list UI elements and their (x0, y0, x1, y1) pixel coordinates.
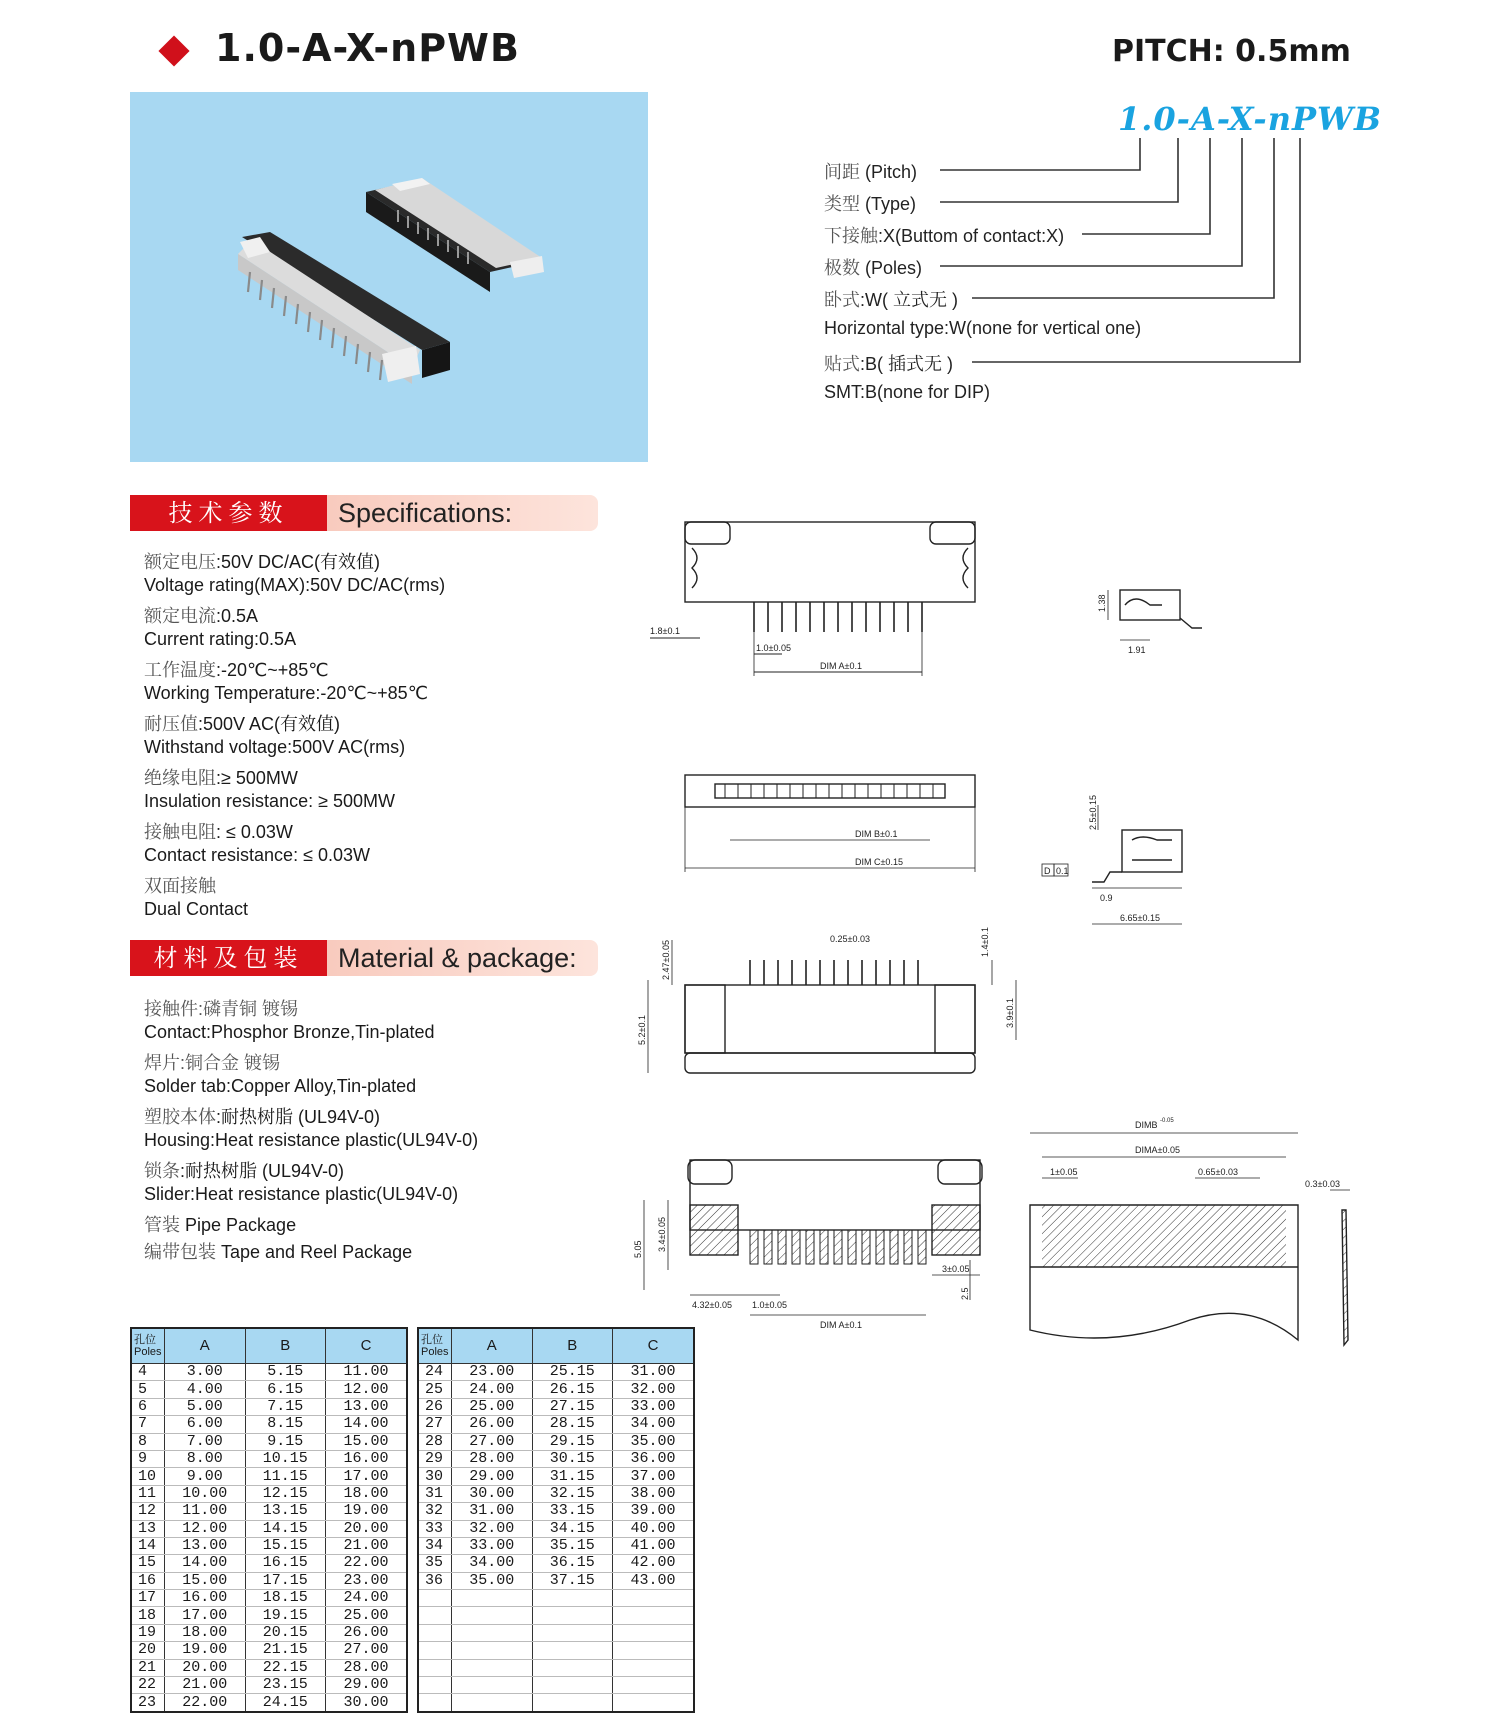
b-cell: 33.15 (532, 1503, 613, 1520)
b-cell: 7.15 (245, 1398, 326, 1415)
material-line: Housing:Heat resistance plastic(UL94V-0) (144, 1130, 479, 1150)
a-cell: 21.00 (165, 1677, 246, 1694)
spec-line: Working Temperature:-20℃~+85℃ (144, 683, 428, 703)
c-cell (613, 1607, 694, 1624)
c-cell: 26.00 (326, 1624, 407, 1641)
a-cell: 24.00 (452, 1381, 533, 1398)
dim-label: 1.4±0.1 (980, 927, 990, 957)
dim-label: 2.47±0.05 (661, 940, 671, 980)
c-cell: 14.00 (326, 1416, 407, 1433)
c-cell: 24.00 (326, 1590, 407, 1607)
dim-label: 1.0±0.05 (752, 1300, 787, 1310)
table-row (131, 1642, 407, 1659)
poles-cell: 22 (131, 1677, 165, 1694)
poles-cell: 23 (131, 1694, 165, 1712)
table-row (418, 1642, 694, 1659)
material-line: 接触件:磷青铜 镀锡 (144, 999, 299, 1019)
legend-smt-cn: 贴式:B( 插式无 ) (824, 354, 953, 374)
a-cell: 10.00 (165, 1485, 246, 1502)
dim-label: D (1044, 866, 1051, 876)
dim-label: 2.5±0.15 (1088, 795, 1098, 830)
c-cell: 36.00 (613, 1450, 694, 1467)
poles-cell: 16 (131, 1572, 165, 1589)
spec-line: 工作温度:-20℃~+85℃ (144, 660, 329, 680)
table-row (418, 1537, 694, 1554)
c-cell (613, 1642, 694, 1659)
c-cell: 16.00 (326, 1450, 407, 1467)
b-cell: 16.15 (245, 1555, 326, 1572)
a-cell: 16.00 (165, 1590, 246, 1607)
b-cell: 21.15 (245, 1642, 326, 1659)
c-cell: 39.00 (613, 1503, 694, 1520)
poles-cell: 24 (418, 1364, 452, 1381)
dim-label: DIM C±0.15 (855, 857, 903, 867)
table-row (418, 1433, 694, 1450)
table-row (418, 1381, 694, 1398)
dimension-table-left (130, 1327, 408, 1713)
c-cell: 32.00 (613, 1381, 694, 1398)
a-cell (452, 1624, 533, 1641)
poles-cell: 20 (131, 1642, 165, 1659)
poles-cell: 12 (131, 1503, 165, 1520)
c-cell: 22.00 (326, 1555, 407, 1572)
legend-smt-en: SMT:B(none for DIP) (824, 382, 991, 402)
c-cell: 30.00 (326, 1694, 407, 1712)
col-a-header: A (452, 1328, 533, 1364)
c-cell: 33.00 (613, 1398, 694, 1415)
c-cell: 38.00 (613, 1485, 694, 1502)
table-row (418, 1555, 694, 1572)
a-cell (452, 1677, 533, 1694)
table-row (418, 1503, 694, 1520)
bottom-view-drawing (685, 775, 975, 872)
c-cell: 11.00 (326, 1364, 407, 1381)
poles-cell: 32 (418, 1503, 452, 1520)
table-row (418, 1677, 694, 1694)
dim-label: 0.3±0.03 (1305, 1179, 1340, 1189)
a-cell: 32.00 (452, 1520, 533, 1537)
specifications-banner-en: Specifications: (338, 498, 513, 528)
material-line: 锁条:耐热树脂 (UL94V-0) (144, 1161, 345, 1181)
b-cell: 14.15 (245, 1520, 326, 1537)
spec-line: Insulation resistance: ≥ 500MW (144, 791, 395, 811)
a-cell: 20.00 (165, 1659, 246, 1676)
spec-line: 额定电压:50V DC/AC(有效值) (144, 552, 381, 572)
dim-label: DIM A±0.1 (820, 1320, 862, 1330)
c-cell: 31.00 (613, 1364, 694, 1381)
b-cell: 9.15 (245, 1433, 326, 1450)
table-row (131, 1624, 407, 1641)
spec-line: Withstand voltage:500V AC(rms) (144, 737, 406, 757)
b-cell: 31.15 (532, 1468, 613, 1485)
poles-cell: 7 (131, 1416, 165, 1433)
c-cell (613, 1677, 694, 1694)
material-line: 塑胶本体:耐热树脂 (UL94V-0) (144, 1107, 381, 1127)
title-diamond-icon (158, 35, 189, 66)
b-cell (532, 1590, 613, 1607)
table-row (418, 1694, 694, 1712)
b-cell: 32.15 (532, 1485, 613, 1502)
legend-pitch: 间距 (Pitch) (824, 162, 918, 182)
poles-cell: 13 (131, 1520, 165, 1537)
dim-label: 6.65±0.15 (1120, 913, 1160, 923)
b-cell: 37.15 (532, 1572, 613, 1589)
table-row (418, 1624, 694, 1641)
c-cell: 13.00 (326, 1398, 407, 1415)
poles-cell (418, 1624, 452, 1641)
a-cell (452, 1607, 533, 1624)
a-cell: 22.00 (165, 1694, 246, 1712)
dim-label: 1.91 (1128, 645, 1146, 655)
table-row (418, 1485, 694, 1502)
table-row (131, 1537, 407, 1554)
dimension-table-right (417, 1327, 695, 1713)
connector-illustration (130, 92, 648, 462)
table-row (418, 1659, 694, 1676)
a-cell: 11.00 (165, 1503, 246, 1520)
b-cell: 26.15 (532, 1381, 613, 1398)
b-cell (532, 1659, 613, 1676)
table-row (418, 1520, 694, 1537)
col-b-header: B (245, 1328, 326, 1364)
a-cell: 33.00 (452, 1537, 533, 1554)
b-cell: 36.15 (532, 1555, 613, 1572)
material-banner-en: Material & package: (338, 943, 577, 973)
table-row (131, 1520, 407, 1537)
poles-header: 孔位 Poles (418, 1328, 452, 1364)
col-a-header: A (165, 1328, 246, 1364)
table-row (131, 1555, 407, 1572)
product-photo (130, 92, 648, 462)
table-row (131, 1607, 407, 1624)
legend-type: 类型 (Type) (824, 194, 917, 214)
a-cell: 27.00 (452, 1433, 533, 1450)
c-cell: 21.00 (326, 1537, 407, 1554)
spec-line: 耐压值:500V AC(有效值) (144, 714, 341, 734)
table-row (131, 1416, 407, 1433)
b-cell: 8.15 (245, 1416, 326, 1433)
poles-cell: 18 (131, 1607, 165, 1624)
legend-contact: 下接触:X(Buttom of contact:X) (824, 226, 1065, 246)
ffc-cable-drawing (1030, 1133, 1350, 1345)
poles-cell: 17 (131, 1590, 165, 1607)
top-view-drawing (650, 522, 975, 676)
material-banner-cn: 材料及包装 (130, 940, 327, 976)
a-cell: 12.00 (165, 1520, 246, 1537)
b-cell (532, 1607, 613, 1624)
dim-label: 0.1 (1056, 866, 1069, 876)
dim-label: 5.05 (633, 1240, 643, 1258)
poles-cell: 15 (131, 1555, 165, 1572)
table-row (131, 1572, 407, 1589)
poles-cell: 35 (418, 1555, 452, 1572)
b-cell: 20.15 (245, 1624, 326, 1641)
poles-cell (418, 1694, 452, 1712)
a-cell: 35.00 (452, 1572, 533, 1589)
a-cell: 28.00 (452, 1450, 533, 1467)
dim-label: DIM B±0.1 (855, 829, 898, 839)
a-cell (452, 1642, 533, 1659)
a-cell: 30.00 (452, 1485, 533, 1502)
c-cell (613, 1624, 694, 1641)
a-cell: 3.00 (165, 1364, 246, 1381)
c-cell: 18.00 (326, 1485, 407, 1502)
poles-cell: 36 (418, 1572, 452, 1589)
poles-cell (418, 1590, 452, 1607)
poles-cell: 5 (131, 1381, 165, 1398)
legend-horizontal-cn: 卧式:W( 立式无 ) (824, 290, 958, 310)
spec-line: Dual Contact (144, 899, 249, 919)
c-cell (613, 1659, 694, 1676)
c-cell: 40.00 (613, 1520, 694, 1537)
section-view-drawing (644, 1160, 982, 1315)
b-cell: 28.15 (532, 1416, 613, 1433)
poles-cell (418, 1607, 452, 1624)
c-cell: 42.00 (613, 1555, 694, 1572)
table-row (418, 1398, 694, 1415)
a-cell: 13.00 (165, 1537, 246, 1554)
spec-line: 接触电阻: ≤ 0.03W (144, 822, 293, 842)
a-cell: 6.00 (165, 1416, 246, 1433)
table-row (131, 1503, 407, 1520)
material-line: Solder tab:Copper Alloy,Tin-plated (144, 1076, 417, 1096)
table-row (418, 1607, 694, 1624)
b-cell: 35.15 (532, 1537, 613, 1554)
poles-cell: 8 (131, 1433, 165, 1450)
b-cell: 23.15 (245, 1677, 326, 1694)
col-c-header: C (326, 1328, 407, 1364)
a-cell (452, 1694, 533, 1712)
dim-label: 0.65±0.03 (1198, 1167, 1238, 1177)
poles-cell: 31 (418, 1485, 452, 1502)
dim-label: 0.9 (1100, 893, 1113, 903)
spec-line: Voltage rating(MAX):50V DC/AC(rms) (144, 575, 446, 595)
a-cell: 26.00 (452, 1416, 533, 1433)
c-cell: 28.00 (326, 1659, 407, 1676)
part-code: 1.0-A-X-nPWB (1118, 100, 1383, 138)
b-cell: 30.15 (532, 1450, 613, 1467)
table-row (131, 1694, 407, 1712)
a-cell: 5.00 (165, 1398, 246, 1415)
poles-cell: 28 (418, 1433, 452, 1450)
a-cell: 8.00 (165, 1450, 246, 1467)
poles-cell: 29 (418, 1450, 452, 1467)
a-cell: 19.00 (165, 1642, 246, 1659)
b-cell: 6.15 (245, 1381, 326, 1398)
dim-label: DIM A±0.1 (820, 661, 862, 671)
poles-cell (418, 1677, 452, 1694)
table-row (131, 1433, 407, 1450)
dim-label: 3.4±0.05 (657, 1217, 667, 1252)
poles-cell: 9 (131, 1450, 165, 1467)
dim-label: DIMA±0.05 (1135, 1145, 1180, 1155)
a-cell: 29.00 (452, 1468, 533, 1485)
table-row (418, 1416, 694, 1433)
table-row (418, 1590, 694, 1607)
poles-cell: 25 (418, 1381, 452, 1398)
poles-cell: 30 (418, 1468, 452, 1485)
material-line: 焊片:铜合金 镀锡 (144, 1053, 281, 1073)
specifications-banner (130, 495, 598, 531)
b-cell (532, 1694, 613, 1712)
dim-label: -0.05 (1160, 1118, 1174, 1124)
col-c-header: C (613, 1328, 694, 1364)
poles-cell: 27 (418, 1416, 452, 1433)
dim-label: 0.25±0.03 (830, 934, 870, 944)
a-cell: 15.00 (165, 1572, 246, 1589)
front-view-drawing (648, 940, 1016, 1073)
c-cell: 17.00 (326, 1468, 407, 1485)
dim-label: 3.9±0.1 (1005, 998, 1015, 1028)
material-line: 管装 Pipe Package (144, 1215, 297, 1235)
a-cell: 34.00 (452, 1555, 533, 1572)
b-cell: 13.15 (245, 1503, 326, 1520)
poles-cell: 33 (418, 1520, 452, 1537)
a-cell: 31.00 (452, 1503, 533, 1520)
c-cell: 25.00 (326, 1607, 407, 1624)
c-cell (613, 1694, 694, 1712)
table-row (131, 1468, 407, 1485)
table-row (131, 1485, 407, 1502)
spec-line: Current rating:0.5A (144, 629, 297, 649)
b-cell (532, 1642, 613, 1659)
legend-horizontal-en: Horizontal type:W(none for vertical one) (824, 318, 1142, 338)
table-row (418, 1468, 694, 1485)
spec-line: 额定电流:0.5A (144, 606, 259, 626)
page-title: 1.0-A-X-nPWB (215, 26, 520, 70)
table-row (418, 1364, 694, 1381)
dim-label: 1.8±0.1 (650, 626, 680, 636)
a-cell: 4.00 (165, 1381, 246, 1398)
material-banner (130, 940, 598, 976)
material-line: 编带包装 Tape and Reel Package (144, 1242, 413, 1262)
material-line: Slider:Heat resistance plastic(UL94V-0) (144, 1184, 459, 1204)
poles-cell: 26 (418, 1398, 452, 1415)
b-cell: 17.15 (245, 1572, 326, 1589)
a-cell: 18.00 (165, 1624, 246, 1641)
a-cell: 17.00 (165, 1607, 246, 1624)
table-row (131, 1364, 407, 1381)
a-cell (452, 1590, 533, 1607)
a-cell: 14.00 (165, 1555, 246, 1572)
a-cell (452, 1659, 533, 1676)
poles-cell (418, 1659, 452, 1676)
b-cell: 15.15 (245, 1537, 326, 1554)
b-cell: 12.15 (245, 1485, 326, 1502)
legend-poles: 极数 (Poles) (824, 258, 923, 278)
spec-line: 绝缘电阻:≥ 500MW (144, 768, 298, 788)
b-cell (532, 1677, 613, 1694)
poles-cell: 10 (131, 1468, 165, 1485)
dim-label: 2.5 (960, 1287, 970, 1300)
pitch-label: PITCH: 0.5mm (1112, 34, 1351, 69)
side-detail-drawing (1042, 805, 1182, 924)
b-cell: 34.15 (532, 1520, 613, 1537)
spec-line: Contact resistance: ≤ 0.03W (144, 845, 370, 865)
table-row (131, 1398, 407, 1415)
poles-cell: 14 (131, 1537, 165, 1554)
dim-label: 1.0±0.05 (756, 643, 791, 653)
a-cell: 9.00 (165, 1468, 246, 1485)
c-cell: 27.00 (326, 1642, 407, 1659)
c-cell: 41.00 (613, 1537, 694, 1554)
col-b-header: B (532, 1328, 613, 1364)
table-row (418, 1450, 694, 1467)
specifications-banner-cn: 技术参数 (130, 495, 327, 531)
poles-cell: 34 (418, 1537, 452, 1554)
a-cell: 7.00 (165, 1433, 246, 1450)
c-cell: 35.00 (613, 1433, 694, 1450)
technical-drawings (630, 500, 1350, 1360)
b-cell: 25.15 (532, 1364, 613, 1381)
b-cell: 5.15 (245, 1364, 326, 1381)
poles-header: 孔位 Poles (131, 1328, 165, 1364)
material-line: Contact:Phosphor Bronze,Tin-plated (144, 1022, 435, 1042)
a-cell: 23.00 (452, 1364, 533, 1381)
c-cell: 20.00 (326, 1520, 407, 1537)
c-cell: 23.00 (326, 1572, 407, 1589)
c-cell: 15.00 (326, 1433, 407, 1450)
table-row (131, 1659, 407, 1676)
table-row (131, 1590, 407, 1607)
b-cell: 27.15 (532, 1398, 613, 1415)
dim-label: 4.32±0.05 (692, 1300, 732, 1310)
dim-label: 1±0.05 (1050, 1167, 1078, 1177)
b-cell (532, 1624, 613, 1641)
b-cell: 24.15 (245, 1694, 326, 1712)
b-cell: 29.15 (532, 1433, 613, 1450)
poles-cell: 4 (131, 1364, 165, 1381)
side-view-drawing (1108, 590, 1202, 640)
dim-label: DIMB (1135, 1120, 1158, 1130)
poles-cell: 19 (131, 1624, 165, 1641)
poles-cell: 21 (131, 1659, 165, 1676)
poles-cell (418, 1642, 452, 1659)
dim-label: 5.2±0.1 (637, 1015, 647, 1045)
c-cell: 34.00 (613, 1416, 694, 1433)
c-cell (613, 1590, 694, 1607)
b-cell: 18.15 (245, 1590, 326, 1607)
spec-line: 双面接触 (144, 876, 216, 896)
b-cell: 22.15 (245, 1659, 326, 1676)
poles-cell: 11 (131, 1485, 165, 1502)
table-row (418, 1572, 694, 1589)
b-cell: 10.15 (245, 1450, 326, 1467)
a-cell: 25.00 (452, 1398, 533, 1415)
table-row (131, 1450, 407, 1467)
dim-label: 3±0.05 (942, 1264, 970, 1274)
table-row (131, 1381, 407, 1398)
c-cell: 29.00 (326, 1677, 407, 1694)
b-cell: 11.15 (245, 1468, 326, 1485)
c-cell: 37.00 (613, 1468, 694, 1485)
table-row (131, 1677, 407, 1694)
c-cell: 12.00 (326, 1381, 407, 1398)
b-cell: 19.15 (245, 1607, 326, 1624)
c-cell: 19.00 (326, 1503, 407, 1520)
poles-cell: 6 (131, 1398, 165, 1415)
dim-label: 1.38 (1097, 594, 1107, 612)
c-cell: 43.00 (613, 1572, 694, 1589)
